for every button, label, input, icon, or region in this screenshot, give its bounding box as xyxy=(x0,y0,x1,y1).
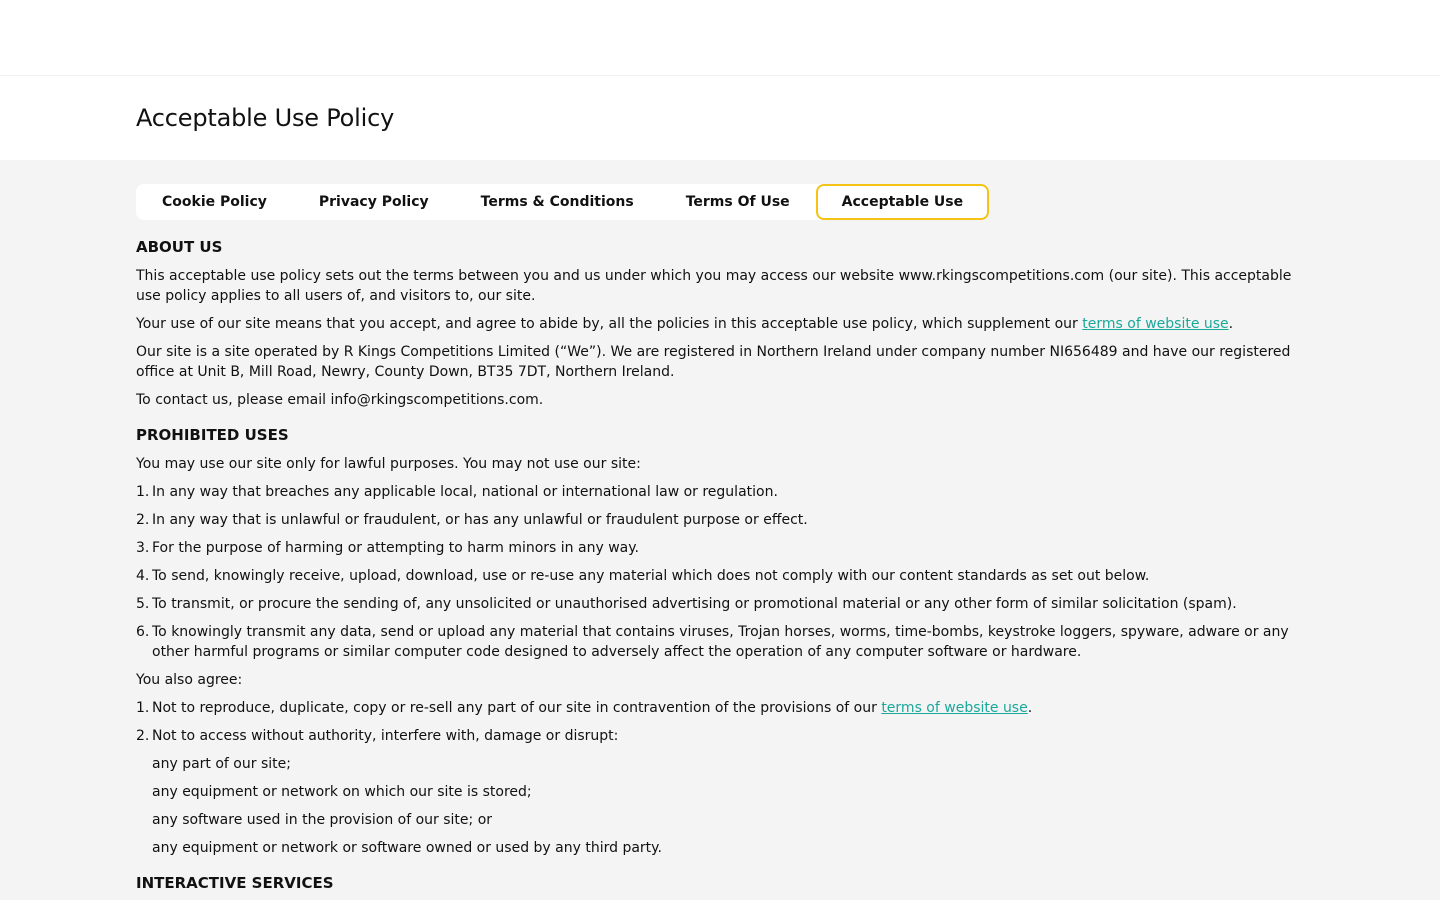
tab-terms-of-use[interactable]: Terms Of Use xyxy=(685,194,790,210)
agree-1-text: Not to reproduce, duplicate, copy or re-sell any part of our site in contravention of the provisions of our xyxy=(152,700,882,716)
sub-list-item: any equipment or network or software owned or used by any third party. xyxy=(152,840,662,856)
list-item xyxy=(136,726,1304,746)
sub-list-item: any equipment or network on which our site is stored; xyxy=(152,784,532,800)
also-agree-text: You also agree: xyxy=(136,672,243,688)
agree-list xyxy=(136,698,1304,746)
list-item xyxy=(136,698,1304,718)
policy-content xyxy=(0,160,1440,892)
list-number: 2. xyxy=(136,512,150,528)
sub-list-item: any software used in the provision of our site; or xyxy=(152,812,493,828)
list-item xyxy=(136,482,1304,502)
list-item xyxy=(136,566,1304,586)
list-item-text: To send, knowingly receive, upload, download, use or re-use any material which does not comply with our content standards as set out below. xyxy=(152,568,1150,584)
tab-acceptable-use[interactable]: Acceptable Use xyxy=(816,184,989,220)
list-item xyxy=(136,622,1304,662)
agree-1-end: . xyxy=(1027,700,1033,716)
about-paragraph-1: This acceptable use policy sets out the terms between you and us under which you may access our website www.rkingscompetitions.com (our site). This acceptable use policy applies to all users of, and visitors to, our site. xyxy=(136,268,1292,304)
list-item-text: To knowingly transmit any data, send or upload any material that contains viruses, Trojan horses, worms, time-bombs, keystroke loggers, spyware, adware or any other harmful programs or similar computer code designed to adversely affect the operation of any computer software or hardware. xyxy=(152,624,1289,660)
about-us-heading: ABOUT US xyxy=(136,238,223,256)
list-item-text: Not to access without authority, interfere with, damage or disrupt: xyxy=(152,728,619,744)
list-item xyxy=(136,510,1304,530)
page-title: Acceptable Use Policy xyxy=(136,104,395,132)
list-number: 4. xyxy=(136,568,150,584)
about-paragraph-3: Our site is a site operated by R Kings Competitions Limited (“We”). We are registered in Northern Ireland under company number NI656489 and have our registered office at Unit B, Mill Road, Newry, County Down, BT35 7DT, Northern Ireland. xyxy=(136,344,1291,380)
list-number: 6. xyxy=(136,624,150,640)
title-band xyxy=(0,76,1440,160)
about-paragraph-4: To contact us, please email info@rkingscompetitions.com. xyxy=(136,392,544,408)
terms-of-website-use-link[interactable]: terms of website use xyxy=(1082,316,1229,332)
prohibited-uses-heading: PROHIBITED USES xyxy=(136,426,289,444)
interactive-services-heading: INTERACTIVE SERVICES xyxy=(136,874,334,892)
site-header xyxy=(0,0,1440,76)
terms-of-website-use-link-2[interactable]: terms of website use xyxy=(881,700,1028,716)
about-paragraph-2-end: . xyxy=(1228,316,1234,332)
tab-privacy-policy[interactable]: Privacy Policy xyxy=(318,194,429,210)
list-item-text: In any way that is unlawful or fraudulent, or has any unlawful or fraudulent purpose or effect. xyxy=(152,512,808,528)
list-item-text: For the purpose of harming or attempting to harm minors in any way. xyxy=(152,540,639,556)
list-item-text xyxy=(152,698,1032,718)
list-item xyxy=(136,594,1304,614)
prohibited-list xyxy=(136,482,1304,662)
list-item-text: To transmit, or procure the sending of, any unsolicited or unauthorised advertising or promotional material or any other form of similar solicitation (spam). xyxy=(152,596,1237,612)
list-number: 3. xyxy=(136,540,150,556)
list-number: 1. xyxy=(136,484,150,500)
list-item-text: In any way that breaches any applicable local, national or international law or regulation. xyxy=(152,484,778,500)
about-paragraph-2 xyxy=(136,314,1304,334)
tab-terms-conditions[interactable]: Terms & Conditions xyxy=(480,194,634,210)
policy-tabs xyxy=(136,184,989,220)
prohibited-intro: You may use our site only for lawful purposes. You may not use our site: xyxy=(136,456,641,472)
sub-list-item: any part of our site; xyxy=(152,756,291,772)
list-number: 5. xyxy=(136,596,150,612)
list-item xyxy=(136,538,1304,558)
tab-cookie-policy[interactable]: Cookie Policy xyxy=(162,194,267,210)
about-paragraph-2-text: Your use of our site means that you accept, and agree to abide by, all the policies in this acceptable use policy, which supplement our xyxy=(136,316,1083,332)
list-number: 1. xyxy=(136,700,150,716)
list-number: 2. xyxy=(136,728,150,744)
